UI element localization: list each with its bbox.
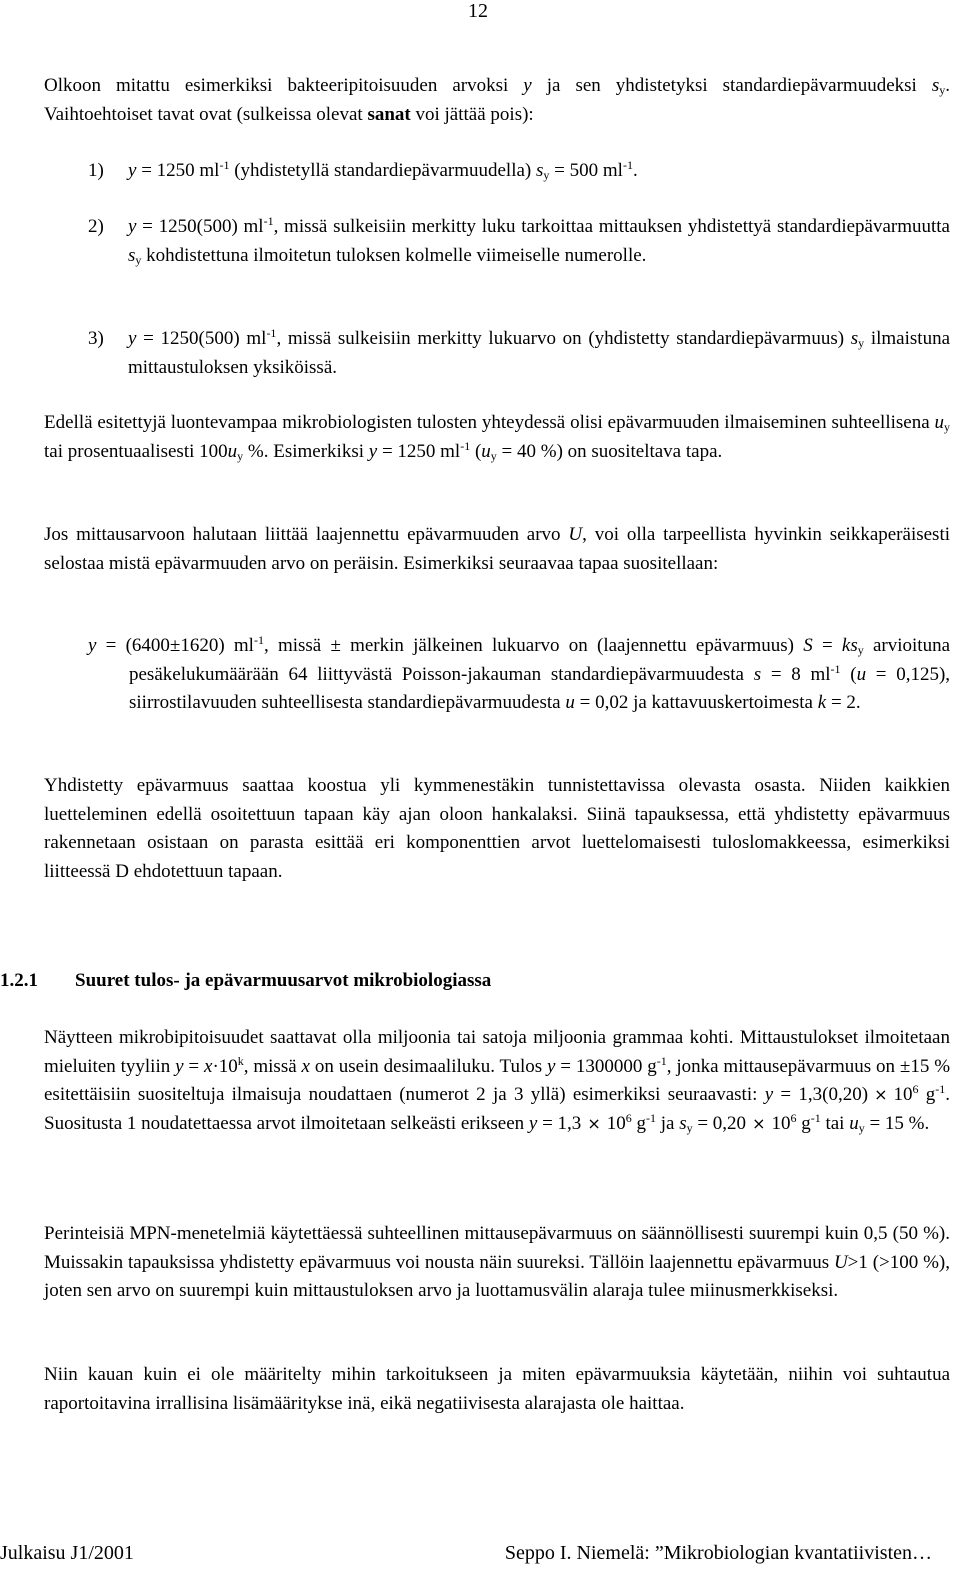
times-sign: ×: [874, 1085, 888, 1105]
paragraph-edella: Edellä esitettyjä luontevampaa mikrobiologisten tulosten yhteydessä olisi epävarmuuden ilmaiseminen suhteellisena $u_y$ tai prosentuaalisesti $100u_y$ %. Esimerkiksi y = 1250 $ml^{-1}$ ($u_y = 40$ %) on suositeltava tapa.: [44, 412, 950, 463]
paragraph-jos: Jos mittausarvoon halutaan liittää laajennettu epävarmuuden arvo U, voi olla tarpeellista hyvinkin seikkaperäisesti selostaa mistä epävarmuuden arvo on peräisin. Esimerkiksi seuraavaa tapaa suositellaan:: [44, 524, 950, 574]
example-equation: y = (6400±1620) $ml^{-1}$, missä ± merkin jälkeinen lukuarvo on (laajennettu epävarmuus) $S = ks_y$ arvioituna pesäkelukumäärään 64 liittyvästä Poisson-jakauman standardiepävarmuudesta s = 8 $ml^{-1}$ (u = 0,125), siirrostilavuuden suhteellisesta standardiepävarmuudesta u = 0,02 ja kattavuuskertoimesta k = 2.: [88, 633, 951, 714]
list-number: 1): [88, 160, 104, 181]
paragraph-yhdistetty: Yhdistetty epävarmuus saattaa koostua yli kymmenestäkin tunnistettavissa olevasta osasta. Niiden kaikkien luetteleminen edellä osoitettuun tapaan käy ajan oloon hankalaksi. Siinä tapauksessa, että yhdistetty epävarmuus rakennetaan osistaan on parasta esittää eri komponenttien arvot luettelomaisesti tuloslomakkeessa, esimerkiksi liitteessä D ehdotettuun tapaan.: [44, 775, 950, 882]
section-title: Suuret tulos- ja epävarmuusarvot mikrobiologiassa: [75, 970, 492, 991]
times-sign: ×: [587, 1113, 601, 1133]
footer-author-title: Seppo I. Niemelä: ”Mikrobiologian kvantatiivisten…: [504, 1542, 932, 1564]
intro-paragraph: Olkoon mitattu esimerkiksi bakteeripitoisuuden arvoksi y ja sen yhdistetyksi standardiepävarmuudeksi $s_y$. Vaihtoehtoiset tavat ovat (sulkeissa olevat sanat voi jättää pois):: [44, 75, 950, 125]
section-number: 1.2.1: [0, 970, 38, 991]
list-item: 3) y = 1250(500) $ml^{-1}$, missä sulkeisiin merkitty lukuarvo on (yhdistetty standardiepävarmuus) $s_y$ ilmaistuna mittaustuloksen yksiköissä.: [88, 326, 950, 378]
list-number: 2): [88, 216, 104, 237]
list-item: 1) y = 1250 $ml^{-1}$ (yhdistetyllä standardiepävarmuudella) $s_y = 500$ $ml^{-1}$.: [88, 157, 950, 186]
footer-publication: Julkaisu J1/2001: [0, 1542, 134, 1564]
list-item: 2) y = 1250(500) $ml^{-1}$, missä sulkeisiin merkitty luku tarkoittaa mittauksen yhdistettyä standardiepävarmuutta $s_y$ kohdistettuna ilmoitetun tuloksen kolmelle viimeiselle numerolle.: [88, 214, 950, 267]
page-number: 12: [468, 0, 488, 22]
paragraph-naytteen: Näytteen mikrobipitoisuudet saattavat olla miljoonia tai satoja miljoonia grammaa kohti. Mittaustulokset ilmoitetaan mieluiten tyyliin $y = x\cdot 10^k$, missä x on usein desimaaliluku. Tulos y = 1300000 $g^{-1}$, jonka mittausepävarmuus on ±15 % esitettäisiin suositeltuja ilmaisuja noudattaen (numerot 2 ja 3 yllä) esimerkiksi seuraavasti: $y = 1,3(0,20) \times 10^6$ $g^{-1}$. Suositusta 1 noudatettaessa arvot ilmoitetaan selkeästi erikseen $y = 1,3 \times 10^6$ $g^{-1}$ ja $s_y = 0,20 \times 10^6$ $g^{-1}$ tai $u_y = 15$ %.: [44, 1027, 951, 1135]
paragraph-perinteisia: Perinteisiä MPN-menetelmiä käytettäessä suhteellinen mittausepävarmuus on säännöllisesti suurempi kuin 0,5 (50 %). Muissakin tapauksissa yhdistetty epävarmuus voi nousta näin suureksi. Tällöin laajennettu epävarmuus U>1 (>100 %), joten sen arvo on suurempi kuin mittaustuloksen arvo ja luottamusvälin alaraja tulee miinusmerkkiseksi.: [44, 1223, 950, 1302]
list-number: 3): [88, 328, 104, 349]
paragraph-niin: Niin kauan kuin ei ole määritelty mihin tarkoitukseen ja miten epävarmuuksia käytetään, niihin voi suhtautua raportoitavina irrallisina lisämääritykse inä, eikä negatiivisesta alarajasta ole haittaa.: [44, 1364, 950, 1414]
times-sign: ×: [752, 1113, 766, 1133]
